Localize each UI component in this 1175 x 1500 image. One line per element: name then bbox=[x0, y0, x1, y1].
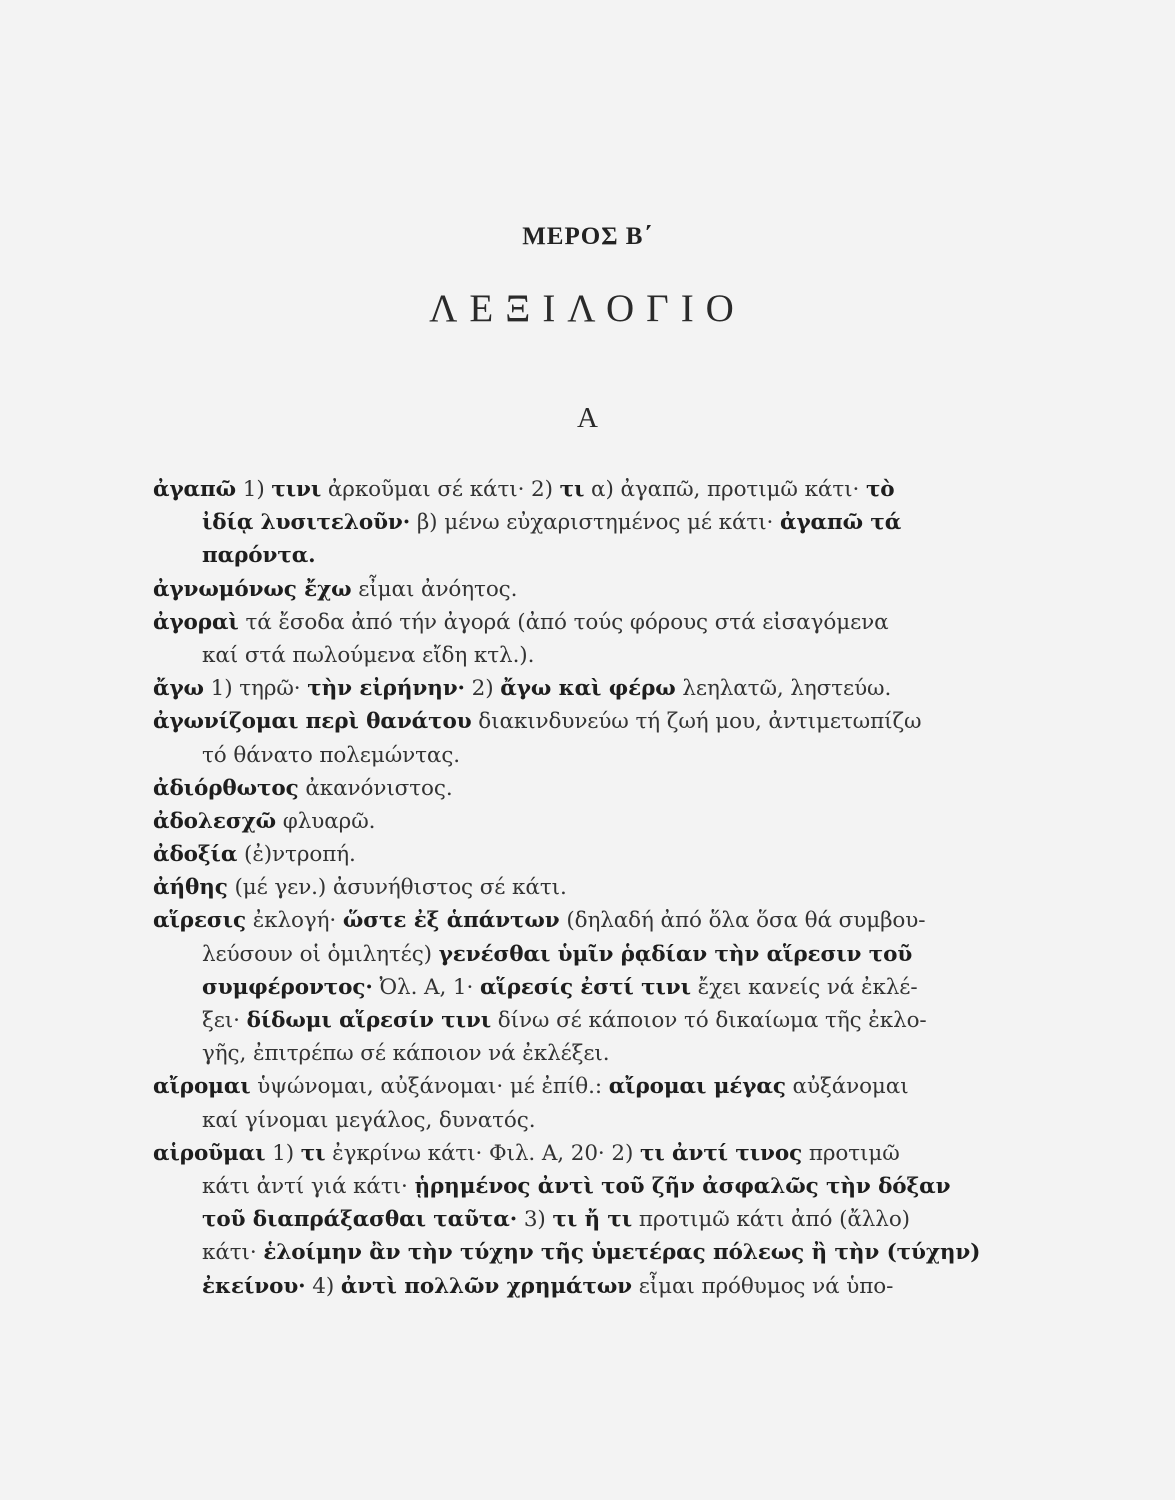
definition-text: ἐγκρίνω κάτι· Φιλ. Α, 20· 2) bbox=[325, 1140, 640, 1166]
lemma-text: αἵρεσίς ἐστί τινι bbox=[479, 974, 691, 1000]
definition-text: αὐξάνομαι bbox=[785, 1074, 909, 1100]
definition-text: (μέ γεν.) ἀσυνήθιστος σέ κάτι. bbox=[227, 875, 567, 901]
definition-text: φλυαρῶ. bbox=[276, 808, 376, 834]
lemma-text: ἀγαπῶ bbox=[153, 477, 236, 502]
definition-text: 1) bbox=[236, 477, 272, 502]
entry-continuation-line bbox=[153, 971, 1033, 1004]
lemma-text: δίδωμι αἵρεσίν τινι bbox=[246, 1008, 492, 1033]
definition-text: ξει· bbox=[202, 1008, 247, 1033]
entry-continuation-line bbox=[153, 639, 1033, 672]
entry-line bbox=[153, 871, 1033, 904]
lemma-text: ἀδιόρθωτος bbox=[153, 775, 299, 801]
lemma-text: γενέσθαι ὑμῖν ῥᾳδίαν τὴν αἵρεσιν τοῦ bbox=[438, 941, 913, 967]
entry-line bbox=[153, 705, 1033, 738]
lemma-text: ἄγω bbox=[153, 676, 204, 702]
lemma-text: τι bbox=[300, 1140, 326, 1166]
definition-text: διακινδυνεύω τή ζωή μου, ἀντιμετωπίζω bbox=[471, 709, 922, 735]
definition-text: β) μένω εὐχαριστημένος μέ κάτι· bbox=[410, 510, 781, 536]
definition-text: Ὀλ. Α, 1· bbox=[372, 974, 480, 1000]
lemma-text: τι bbox=[559, 477, 585, 502]
entry-continuation-line bbox=[153, 1104, 1033, 1137]
lemma-text: τὸ bbox=[865, 477, 895, 502]
definition-text: 1) bbox=[265, 1140, 301, 1166]
lemma-text: ἀδολεσχῶ bbox=[153, 808, 277, 834]
entry-line bbox=[153, 1137, 1033, 1170]
lemma-text: αἵρεσις bbox=[153, 908, 246, 934]
entry-line bbox=[153, 805, 1033, 838]
definition-text: καί γίνομαι μεγάλος, δυνατός. bbox=[202, 1107, 536, 1133]
definition-text: 4) bbox=[305, 1273, 341, 1299]
lemma-text: συμφέροντος· bbox=[202, 974, 373, 1000]
entry-continuation-line bbox=[153, 739, 1033, 772]
definition-text: τά ἔσοδα ἀπό τήν ἀγορά (ἀπό τούς φόρους στά εἰσαγόμενα bbox=[238, 609, 889, 635]
lemma-text: ὥστε ἐξ ἁπάντων bbox=[342, 908, 560, 934]
definition-text: 3) bbox=[517, 1207, 553, 1233]
definition-text: ἐκλογή· bbox=[245, 908, 343, 934]
lemma-text: τοῦ διαπράξασθαι ταῦτα· bbox=[202, 1207, 518, 1233]
definition-text: α) ἀγαπῶ, προτιμῶ κάτι· bbox=[584, 477, 866, 502]
definition-text: λεηλατῶ, ληστεύω. bbox=[675, 676, 892, 702]
section-letter: Α bbox=[577, 402, 598, 434]
entry-line bbox=[153, 904, 1033, 937]
definition-text: γῆς, ἐπιτρέπω σέ κάποιον νά ἐκλέξει. bbox=[202, 1041, 610, 1067]
definition-text: εἶμαι πρόθυμος νά ὑπο- bbox=[632, 1273, 894, 1299]
definition-text: εἶμαι ἀνόητος. bbox=[351, 576, 518, 602]
definition-text: (δηλαδή ἀπό ὅλα ὅσα θά συμβου- bbox=[559, 908, 926, 934]
part-title: ΜΕΡΟΣ Β΄ bbox=[522, 223, 653, 250]
entry-continuation-line bbox=[153, 1236, 1033, 1269]
definition-text: 2) bbox=[464, 676, 501, 702]
definition-text: ἀρκοῦμαι σέ κάτι· 2) bbox=[321, 477, 560, 502]
lemma-text: ἰδίᾳ λυσιτελοῦν· bbox=[202, 510, 411, 536]
entry-line bbox=[153, 473, 1033, 506]
lemma-text: παρόντα. bbox=[202, 543, 316, 569]
definition-text: δίνω σέ κάποιον τό δικαίωμα τῆς ἐκλο- bbox=[491, 1008, 927, 1033]
lemma-text: αἴρομαι μέγας bbox=[608, 1074, 786, 1100]
definition-text: 1) τηρῶ· bbox=[203, 676, 308, 702]
lemma-text: ἀγοραὶ bbox=[153, 609, 239, 635]
lemma-text: τὴν εἰρήνην· bbox=[307, 676, 465, 702]
definition-text: ἔχει κανείς νά ἐκλέ- bbox=[690, 974, 918, 1000]
entry-line bbox=[153, 838, 1033, 871]
entry-line bbox=[153, 1070, 1033, 1103]
entry-line bbox=[153, 573, 1033, 606]
entry-line bbox=[153, 672, 1033, 705]
definition-text: κάτι ἀντί γιά κάτι· bbox=[202, 1173, 415, 1199]
entry-continuation-line bbox=[153, 1004, 1033, 1037]
definition-text: προτιμῶ κάτι ἀπό (ἄλλο) bbox=[632, 1207, 910, 1233]
entry-continuation-line bbox=[153, 539, 1033, 572]
lemma-text: τι ἀντί τινος bbox=[640, 1140, 803, 1166]
lemma-text: τι ἤ τι bbox=[552, 1207, 633, 1233]
lemma-text: ἀντὶ πολλῶν χρημάτων bbox=[340, 1273, 633, 1299]
definition-text: (ἐ)ντροπή. bbox=[237, 842, 356, 868]
entry-continuation-line bbox=[153, 506, 1033, 539]
entry-continuation-line bbox=[153, 1170, 1033, 1203]
lemma-text: τινι bbox=[271, 477, 322, 502]
definition-text: ὑψώνομαι, αὐξάνομαι· μέ ἐπίθ.: bbox=[250, 1074, 609, 1100]
entry-continuation-line bbox=[153, 938, 1033, 971]
lemma-text: ἀγωνίζομαι περὶ θανάτου bbox=[153, 709, 472, 735]
lemma-text: ἑλοίμην ἂν τὴν τύχην τῆς ὑμετέρας πόλεως ἢ τὴν (τύχην) bbox=[263, 1240, 981, 1266]
entry-continuation-line bbox=[153, 1203, 1033, 1236]
definition-text: καί στά πωλούμενα εἴδη κτλ.). bbox=[202, 642, 535, 668]
lemma-text: ἐκείνου· bbox=[202, 1273, 306, 1299]
lemma-text: ἀγαπῶ τά bbox=[780, 510, 902, 536]
definition-text: κάτι· bbox=[202, 1240, 264, 1266]
glossary-entries bbox=[153, 473, 1033, 1303]
lemma-text: ἄγω καὶ φέρω bbox=[500, 676, 676, 702]
entry-line bbox=[153, 606, 1033, 639]
main-title: ΛΕΞΙΛΟΓΙΟ bbox=[429, 287, 746, 330]
lemma-text: αἴρομαι bbox=[153, 1074, 251, 1100]
entry-continuation-line bbox=[153, 1270, 1033, 1303]
entry-line bbox=[153, 772, 1033, 805]
definition-text: προτιμῶ bbox=[802, 1140, 900, 1166]
definition-text: ἀκανόνιστος. bbox=[298, 775, 453, 801]
lemma-text: ἀήθης bbox=[153, 875, 228, 901]
entry-continuation-line bbox=[153, 1037, 1033, 1070]
definition-text: λεύσουν οἱ ὁμιλητές) bbox=[202, 941, 439, 967]
lemma-text: ἀγνωμόνως ἔχω bbox=[153, 576, 352, 602]
lemma-text: ᾑρημένος ἀντὶ τοῦ ζῆν ἀσφαλῶς τὴν δόξαν bbox=[414, 1173, 951, 1199]
definition-text: τό θάνατο πολεμώντας. bbox=[202, 742, 460, 768]
lemma-text: αἱροῦμαι bbox=[153, 1140, 266, 1166]
lemma-text: ἀδοξία bbox=[153, 842, 238, 868]
